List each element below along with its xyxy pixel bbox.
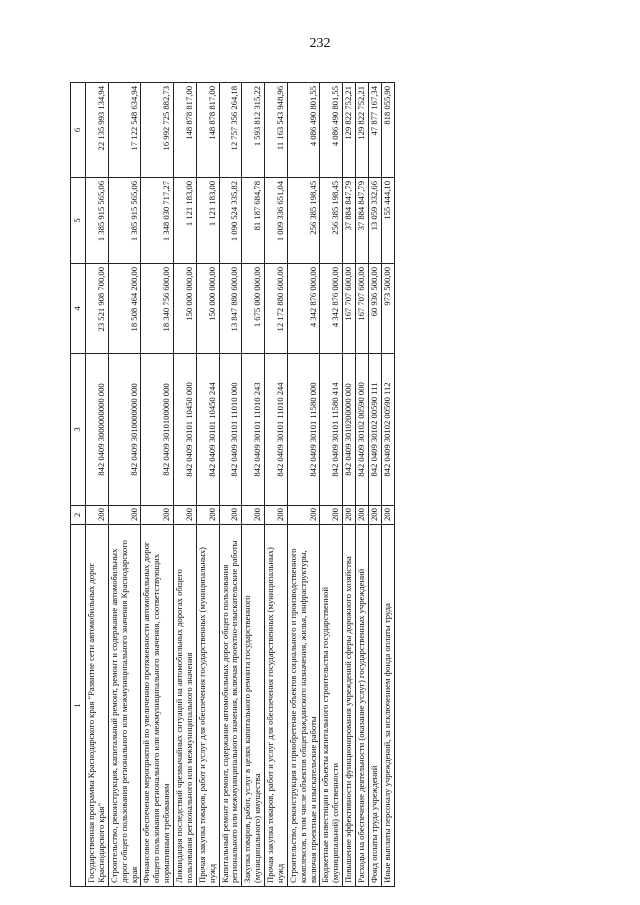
row-name-cell: Расходы на обеспечение деятельности (оказание услуг) государственных учреждений	[356, 525, 369, 887]
approved-amount-cell: 4 342 876 000,00	[320, 264, 343, 354]
unexecuted-amount-cell: 16 992 725 882,73	[141, 83, 174, 178]
row-name-cell: Финансовое обеспечение мероприятий по увеличению протяженности автомобильных дорог общего пользования регионального или межмуниципального значения, соответствующих нормативным требованиям	[141, 525, 174, 887]
table-row	[242, 83, 265, 887]
row-name-cell: Строительство, реконструкция, капитальный ремонт, ремонт и содержание автомобильных дорог общего пользования регионального или межмуниципального значения Краснодарского края	[108, 525, 141, 887]
unexecuted-amount-cell: 12 757 356 264,18	[219, 83, 242, 178]
executed-amount-cell: 256 385 198,45	[320, 178, 343, 264]
table-row	[219, 83, 242, 887]
table-body	[86, 83, 395, 887]
column-header: 2	[71, 506, 86, 525]
table-row	[356, 83, 369, 887]
executed-amount-cell: 1 385 915 565,06	[86, 178, 109, 264]
column-header: 1	[71, 525, 86, 887]
executed-amount-cell: 1 090 524 335,82	[219, 178, 242, 264]
row-name-cell: Закупка товаров, работ, услуг в целях капитального ремонта государственного (муниципального) имущества	[242, 525, 265, 887]
row-code-200-cell: 200	[381, 506, 394, 525]
unexecuted-amount-cell: 129 822 752,21	[356, 83, 369, 178]
executed-amount-cell: 1 121 183,00	[174, 178, 197, 264]
row-code-200-cell: 200	[356, 506, 369, 525]
row-name-cell: Прочая закупка товаров, работ и услуг для обеспечения государственных (муниципальных) нужд	[196, 525, 219, 887]
page-number: 232	[309, 36, 331, 51]
unexecuted-amount-cell: 47 877 167,34	[368, 83, 381, 178]
classification-code-cell: 842 0409 3010200000 000	[343, 354, 356, 506]
approved-amount-cell: 12 172 880 600,00	[265, 264, 288, 354]
column-header: 5	[71, 178, 86, 264]
classification-code-cell: 842 0409 3010000000 000	[108, 354, 141, 506]
unexecuted-amount-cell: 17 122 548 634,94	[108, 83, 141, 178]
unexecuted-amount-cell: 148 878 817,00	[196, 83, 219, 178]
classification-code-cell: 842 0409 30101 11010 243	[242, 354, 265, 506]
row-name-cell: Капитальный ремонт и ремонт, содержание автомобильных дорог общего пользования регионального или межмуниципального значения, включая проектно-изыскательские работы	[219, 525, 242, 887]
executed-amount-cell: 256 385 198,45	[287, 178, 320, 264]
row-name-cell: Прочая закупка товаров, работ и услуг для обеспечения государственных (муниципальных) нужд	[265, 525, 288, 887]
classification-code-cell: 842 0409 30101 11580 414	[320, 354, 343, 506]
row-name-cell: Бюджетные инвестиции в объекты капитального строительства государственной (муниципальной) собственности	[320, 525, 343, 887]
table-row	[368, 83, 381, 887]
row-code-200-cell: 200	[343, 506, 356, 525]
approved-amount-cell: 167 707 600,00	[356, 264, 369, 354]
approved-amount-cell: 150 000 000,00	[174, 264, 197, 354]
unexecuted-amount-cell: 129 822 752,21	[343, 83, 356, 178]
unexecuted-amount-cell: 4 086 490 801,55	[287, 83, 320, 178]
approved-amount-cell: 18 508 464 200,00	[108, 264, 141, 354]
unexecuted-amount-cell: 22 135 993 134,94	[86, 83, 109, 178]
classification-code-cell: 842 0409 30101 10450 244	[196, 354, 219, 506]
approved-amount-cell: 167 707 600,00	[343, 264, 356, 354]
executed-amount-cell: 1 348 030 717,27	[141, 178, 174, 264]
executed-amount-cell: 81 187 684,78	[242, 178, 265, 264]
executed-amount-cell: 13 059 332,66	[368, 178, 381, 264]
unexecuted-amount-cell: 11 163 543 948,96	[265, 83, 288, 178]
rotated-table-block	[70, 83, 570, 887]
approved-amount-cell: 13 847 880 600,00	[219, 264, 242, 354]
unexecuted-amount-cell: 818 055,90	[381, 83, 394, 178]
approved-amount-cell: 4 342 876 000,00	[287, 264, 320, 354]
row-code-200-cell: 200	[242, 506, 265, 525]
approved-amount-cell: 973 500,00	[381, 264, 394, 354]
budget-table	[70, 82, 395, 887]
table-row	[265, 83, 288, 887]
executed-amount-cell: 1 009 336 651,04	[265, 178, 288, 264]
column-header: 6	[71, 83, 86, 178]
row-code-200-cell: 200	[141, 506, 174, 525]
executed-amount-cell: 155 444,10	[381, 178, 394, 264]
table-row	[320, 83, 343, 887]
column-header: 4	[71, 264, 86, 354]
row-name-cell: Иные выплаты персоналу учреждений, за исключением фонда оплаты труда	[381, 525, 394, 887]
row-name-cell: Повышение эффективности функционирования учреждений сферы дорожного хозяйства	[343, 525, 356, 887]
classification-code-cell: 842 0409 30101 11010 000	[219, 354, 242, 506]
header-row	[71, 83, 86, 887]
row-code-200-cell: 200	[265, 506, 288, 525]
approved-amount-cell: 60 936 500,00	[368, 264, 381, 354]
approved-amount-cell: 1 675 000 000,00	[242, 264, 265, 354]
executed-amount-cell: 1 385 915 565,06	[108, 178, 141, 264]
unexecuted-amount-cell: 1 593 812 315,22	[242, 83, 265, 178]
executed-amount-cell: 37 884 847,79	[343, 178, 356, 264]
classification-code-cell: 842 0409 30101 10450 000	[174, 354, 197, 506]
approved-amount-cell: 18 340 756 600,00	[141, 264, 174, 354]
row-code-200-cell: 200	[86, 506, 109, 525]
row-name-cell: Ликвидация последствий чрезвычайных ситуаций на автомобильных дорогах общего пользования регионального или межмуниципального значения	[174, 525, 197, 887]
approved-amount-cell: 23 521 908 700,00	[86, 264, 109, 354]
table-row	[86, 83, 109, 887]
row-name-cell: Государственная программа Краснодарского края "Развитие сети автомобильных дорог Краснодарского края"	[86, 525, 109, 887]
classification-code-cell: 842 0409 3010100000 000	[141, 354, 174, 506]
row-code-200-cell: 200	[368, 506, 381, 525]
row-code-200-cell: 200	[320, 506, 343, 525]
table-row	[108, 83, 141, 887]
table-row	[174, 83, 197, 887]
classification-code-cell: 842 0409 30102 00590 112	[381, 354, 394, 506]
row-code-200-cell: 200	[174, 506, 197, 525]
table-row	[141, 83, 174, 887]
row-code-200-cell: 200	[108, 506, 141, 525]
unexecuted-amount-cell: 4 086 490 801,55	[320, 83, 343, 178]
classification-code-cell: 842 0409 30101 11010 244	[265, 354, 288, 506]
classification-code-cell: 842 0409 3000000000 000	[86, 354, 109, 506]
executed-amount-cell: 1 121 183,00	[196, 178, 219, 264]
table-row	[381, 83, 394, 887]
row-name-cell: Строительство, реконструкция и приобретение объектов социального и производственного комплексов, в том числе объектов общегражданского назначения, жилья, инфраструктуры, включая проектные и изыскательские работы	[287, 525, 320, 887]
approved-amount-cell: 150 000 000,00	[196, 264, 219, 354]
classification-code-cell: 842 0409 30102 00590 000	[356, 354, 369, 506]
row-name-cell: Фонд оплаты труда учреждений	[368, 525, 381, 887]
row-code-200-cell: 200	[287, 506, 320, 525]
executed-amount-cell: 37 884 847,79	[356, 178, 369, 264]
table-row	[343, 83, 356, 887]
row-code-200-cell: 200	[219, 506, 242, 525]
table-row	[287, 83, 320, 887]
unexecuted-amount-cell: 148 878 817,00	[174, 83, 197, 178]
classification-code-cell: 842 0409 30102 00590 111	[368, 354, 381, 506]
row-code-200-cell: 200	[196, 506, 219, 525]
column-header: 3	[71, 354, 86, 506]
classification-code-cell: 842 0409 30101 11580 000	[287, 354, 320, 506]
table-row	[196, 83, 219, 887]
